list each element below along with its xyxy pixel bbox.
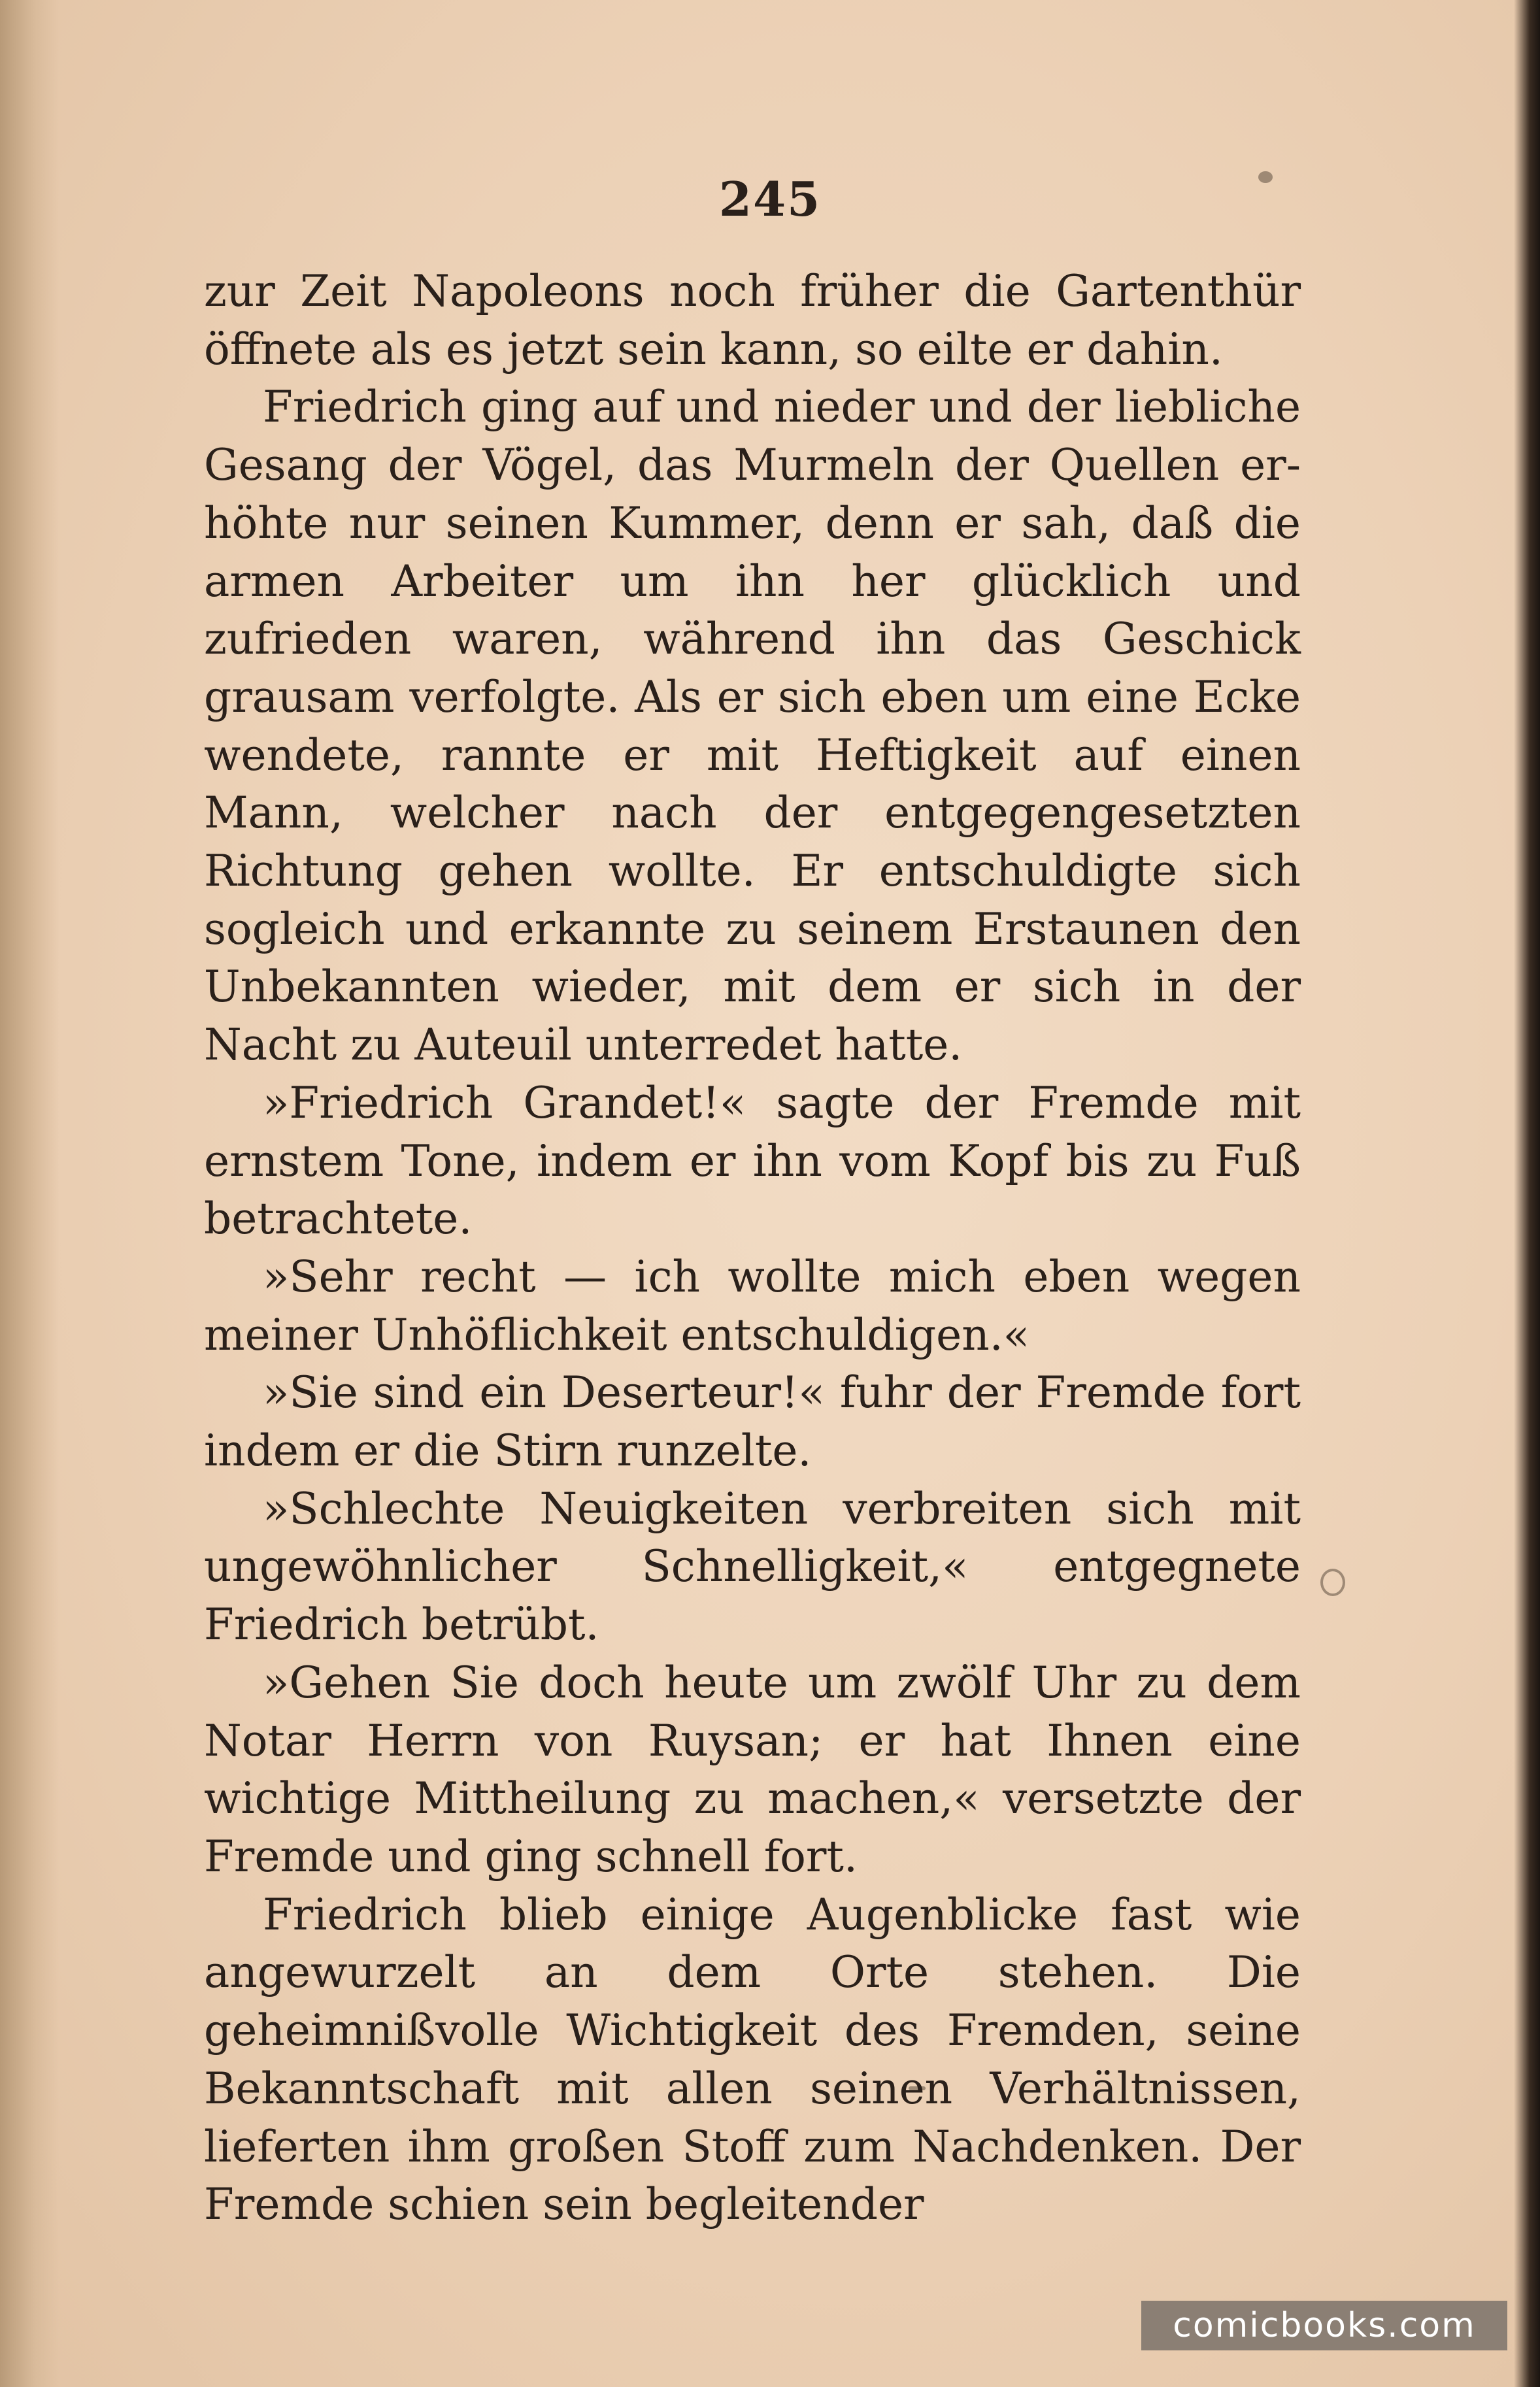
- binding-shadow: [0, 0, 59, 2387]
- body-text: [204, 263, 1301, 2234]
- paragraph: »Gehen Sie doch heute um zwölf Uhr zu dem Notar Herrn von Ruysan; er hat Ihnen eine wichtige Mittheilung zu machen,« versetzte der Fremde und ging schnell fort.: [204, 1657, 1301, 1882]
- paragraph: »Friedrich Grandet!« sagte der Fremde mit ernstem Tone, indem er ihn vom Kopf bis zu Fuß betrachtete.: [204, 1077, 1301, 1244]
- paragraph: Friedrich ging auf und nieder und der liebliche Gesang der Vögel, das Murmeln der Quellen erhöhte nur seinen Kummer, denn er sah, daß die armen Arbeiter um ihn her glücklich und zufrieden waren, während ihn das Geschick grausam verfolgte. Als er sich eben um eine Ecke wendete, rannte er mit Heftigkeit auf einen Mann, welcher nach der entgegengesetzten Richtung gehen wollte. Er entschuldigte sich sogleich und erkannte zu seinem Erstaunen den Unbekannten wieder, mit dem er sich in der Nacht zu Auteuil unterredet hatte.: [204, 382, 1301, 1071]
- paragraph: zur Zeit Napoleons noch früher die Gartenthür öffnete als es jetzt sein kann, so eilte er dahin.: [204, 266, 1301, 375]
- page-number: 245: [718, 171, 822, 227]
- page-edge: [1514, 0, 1540, 2387]
- paragraph: »Sie sind ein Deserteur!« fuhr der Fremde fort indem er die Stirn runzelte.: [204, 1367, 1301, 1477]
- watermark: comicbooks.com: [1141, 2301, 1507, 2350]
- paragraph: Friedrich blieb einige Augenblicke fast wie angewurzelt an dem Orte stehen. Die geheimnißvolle Wichtigkeit des Fremden, seine Bekanntschaft mit allen seinen Verhältnissen, lieferten ihm großen Stoff zum Nachdenken. Der Fremde schien sein begleitender: [204, 1889, 1301, 2230]
- paper-speck: [1320, 1569, 1345, 1596]
- paragraph: »Schlechte Neuigkeiten verbreiten sich mit ungewöhnlicher Schnelligkeit,« entgegnete Friedrich betrübt.: [204, 1483, 1301, 1650]
- paragraph: »Sehr recht — ich wollte mich eben wegen meiner Unhöflichkeit entschuldigen.«: [204, 1251, 1301, 1360]
